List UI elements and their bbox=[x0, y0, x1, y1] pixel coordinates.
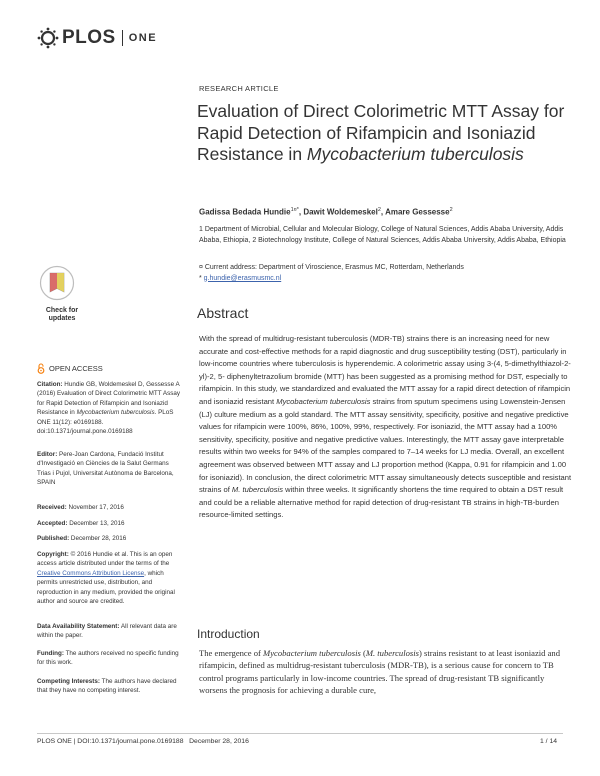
editor-block bbox=[37, 450, 184, 488]
author-affiliation-marker: 2 bbox=[449, 207, 453, 213]
plos-one-logo[interactable] bbox=[37, 28, 157, 48]
check-updates-line1: Check for bbox=[45, 307, 79, 314]
abstract-italic: M. tuberculosis bbox=[231, 485, 283, 495]
author-name[interactable]: Amare Gessesse bbox=[385, 207, 450, 217]
article-type-label: RESEARCH ARTICLE bbox=[199, 84, 279, 93]
editor-text: Pere-Joan Cardona, Fundació Institut d'Investigació en Ciències de la Salut Germans Trias i Pujol, Universitat Autònoma de Barcelona, SPAIN bbox=[37, 451, 174, 487]
received-label: Received: bbox=[37, 504, 67, 511]
editor-label: Editor: bbox=[37, 451, 58, 458]
funding-block bbox=[37, 649, 184, 668]
title-text: Evaluation of Direct Colorimetric MTT Assay for Rapid Detection of Rifampicin and Isoniazid Resistance in bbox=[197, 101, 565, 164]
footer-divider bbox=[37, 733, 563, 734]
competing-interests-label: Competing Interests: bbox=[37, 678, 100, 685]
introduction-body bbox=[199, 647, 574, 697]
logo-subtext: ONE bbox=[128, 32, 158, 44]
current-address: ¤ Current address: Department of Viroscience, Erasmus MC, Rotterdam, Netherlands bbox=[199, 264, 464, 271]
abstract-italic: Mycobacterium tuberculosis bbox=[276, 396, 371, 406]
data-availability-block bbox=[37, 622, 184, 641]
accepted-value: December 13, 2016 bbox=[67, 520, 125, 527]
intro-italic: M. tuberculosis bbox=[365, 648, 419, 658]
citation-text: . PLoS ONE 11(12): e0169188. doi:10.1371/journal.pone.0169188 bbox=[37, 409, 174, 436]
citation-text: Hundie GB, Woldemeskel D, Gessesse A (2016) Evaluation of Direct Colorimetric MTT Assay for Rapid Detection of Rifampicin and Isoniazid Resistance in bbox=[37, 381, 181, 417]
abstract-text: With the spread of multidrug-resistant tuberculosis (MDR-TB) strains there is an increasing need for new accurate and cost-effective methods for a rapid diagnostic and drug susceptibility testing (DST), particularly in low-income countries where tuberculosis is hyperendemic. A colorimetric assay using 3-(4, 5-dimethylthiazol-2-yl)-2, 5- diphenyltetrazolium bromide (MTT) has been suggested as a promising method for DST, especially to rifampicin. In this study, we standardized and evaluated the MTT assay for a rapid direct detection of rifampicin and isoniazid resistant bbox=[199, 334, 571, 406]
data-availability-label: Data Availability Statement: bbox=[37, 623, 120, 630]
copyright-label: Copyright: bbox=[37, 551, 69, 558]
accepted-date bbox=[37, 519, 184, 528]
author-name[interactable]: Gadissa Bedada Hundie bbox=[199, 207, 291, 217]
intro-text: ( bbox=[360, 648, 366, 658]
accepted-label: Accepted: bbox=[37, 520, 68, 527]
citation-block bbox=[37, 380, 184, 436]
data-availability-text: All relevant data are within the paper. bbox=[37, 623, 177, 640]
abstract-heading: Abstract bbox=[197, 305, 249, 321]
check-updates-line2: updates bbox=[48, 315, 76, 322]
logo-text: PLOS bbox=[62, 27, 116, 48]
published-label: Published: bbox=[37, 535, 70, 542]
license-link[interactable]: Creative Commons Attribution License bbox=[37, 569, 145, 577]
published-value: December 28, 2016 bbox=[69, 535, 127, 542]
email-link[interactable]: g.hundie@erasmusmc.nl bbox=[203, 274, 282, 282]
author-name[interactable]: Dawit Woldemeskel bbox=[303, 207, 378, 217]
email-prefix: * bbox=[199, 274, 204, 282]
abstract-text: strains from sputum specimens using Lowenstein-Jensen (LJ) culture medium as a gold standard. The MTT assay sensitivity, specificity, positive and negative predictive values for rifampicin were 100%, 86%, 100%, 99%, respectively. For isoniazid, the MTT assay had a 100% sensitivity, specificity, positive and negative predictive values. Interestingly, the MTT assay gave interpretable results within two weeks for 94% of the samples compared to 7–14 weeks for LJ media. Overall, an excellent agreement was observed between MTT assay and LJ proportion method (Kappa, 0.91 for rifampicin and 1.00 for isoniazid). In conclusion, the direct colorimetric MTT assay simultaneously detects susceptible and resistant strains of bbox=[199, 396, 572, 495]
author-list: Gadissa Bedada Hundie$^{1¤*}$, Dawit Woldemeskel$^2$, Amare Gessesse$^2$ bbox=[199, 207, 453, 217]
copyright-block bbox=[37, 550, 184, 606]
check-for-updates-badge[interactable] bbox=[39, 265, 85, 322]
plos-logo-icon bbox=[37, 27, 59, 49]
intro-text: ) strains resistant to at least isoniazid and rifampicin, defined as multidrug-resistant tuberculosis (MDR-TB), is a serious cause for concern to TB control programs particularly in low-income countries. The spread of drug-resistant TB significantly worsens the prognosis for achieving a durable cure, bbox=[199, 648, 561, 696]
copyright-text: © 2016 Hundie et al. This is an open access article distributed under the terms of the bbox=[37, 551, 173, 568]
abstract-body bbox=[199, 333, 572, 522]
page-number: 1 / 14 bbox=[540, 738, 558, 745]
title-italic: Mycobacterium tuberculosis bbox=[306, 144, 524, 164]
funding-label: Funding: bbox=[37, 650, 64, 657]
received-date bbox=[37, 503, 184, 512]
email-line bbox=[199, 274, 579, 285]
citation-label: Citation: bbox=[37, 381, 63, 388]
footer-citation: PLOS ONE | DOI:10.1371/journal.pone.0169188 December 28, 2016 bbox=[37, 738, 249, 745]
author-affiliation-marker: 2 bbox=[377, 207, 381, 213]
affiliations: 1 Department of Microbial, Cellular and Molecular Biology, College of Natural Sciences, Addis Ababa University, Addis Ababa, Ethiopia, 2 Biotechnology Institute, College of Natural Sciences, Addis Ababa University, Addis Ababa, Ethiopia bbox=[199, 226, 566, 244]
citation-italic: Mycobacterium tuberculosis bbox=[76, 409, 155, 417]
author-affiliation-marker: 1¤* bbox=[290, 207, 299, 213]
open-access-lock-icon bbox=[37, 363, 45, 374]
open-access-badge bbox=[37, 363, 103, 374]
published-date bbox=[37, 534, 184, 543]
intro-italic: Mycobacterium tuberculosis bbox=[263, 648, 361, 658]
article-title bbox=[197, 101, 577, 166]
introduction-heading: Introduction bbox=[197, 627, 260, 641]
correspondence-block bbox=[199, 263, 579, 284]
logo-separator bbox=[122, 30, 123, 46]
check-updates-icon bbox=[39, 265, 75, 301]
competing-interests-block bbox=[37, 677, 184, 696]
check-updates-label bbox=[39, 307, 85, 323]
intro-text: The emergence of bbox=[199, 648, 264, 658]
abstract-text: within three weeks. It significantly shortens the time required to obtain a DST result and could be a reliable alternative method for rapid detection of drug-resistant TB strains in high-TB-burden resource-limited settings. bbox=[199, 485, 564, 520]
competing-interests-text: The authors have declared that they have no competing interest. bbox=[37, 678, 177, 695]
open-access-label: OPEN ACCESS bbox=[49, 364, 103, 373]
received-value: November 17, 2016 bbox=[66, 504, 124, 511]
funding-text: The authors received no specific funding for this work. bbox=[37, 650, 179, 667]
copyright-text: , which permits unrestricted use, distribution, and reproduction in any medium, provided the original author and source are credited. bbox=[37, 569, 175, 606]
